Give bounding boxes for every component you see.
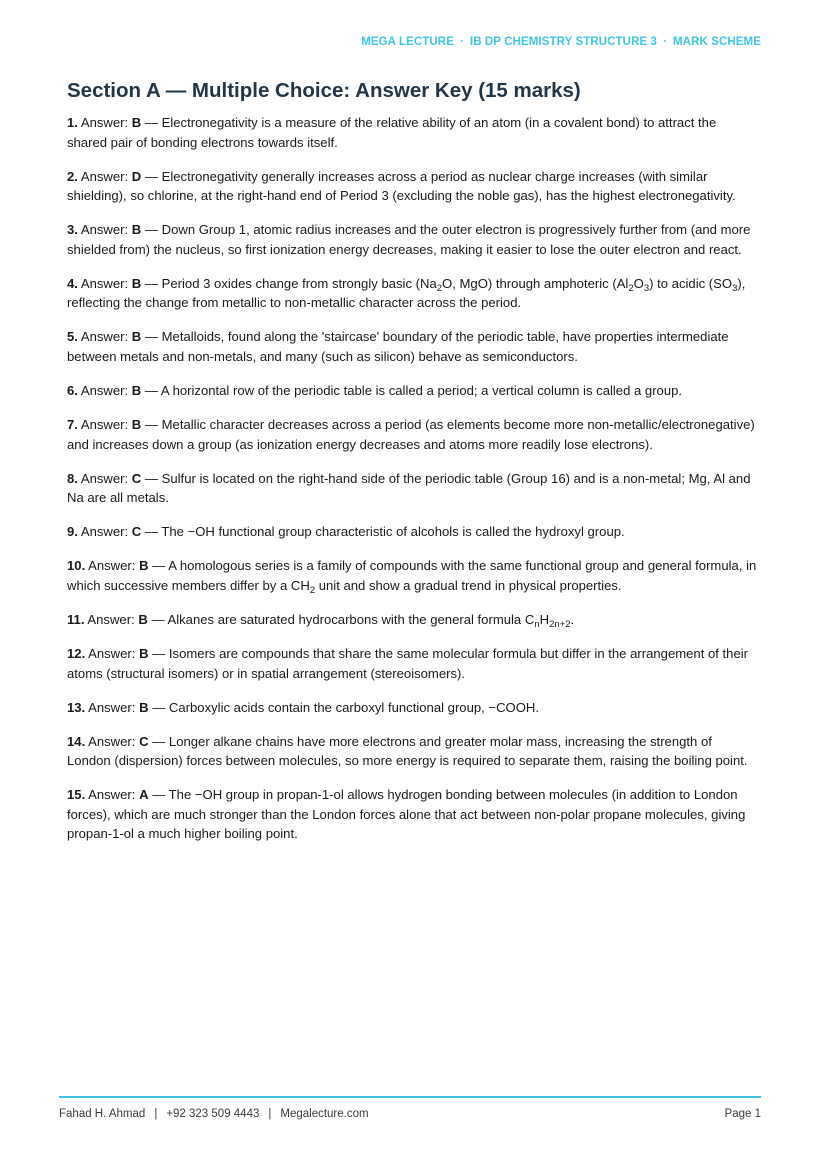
answer-label: Answer: [80,222,129,238]
answer-item [67,610,757,630]
answer-letter: D [131,168,142,184]
question-number: 15. [67,787,86,803]
answer-letter: B [131,382,142,398]
footer-separator: | [268,1108,272,1120]
answer-explanation: — Electronegativity generally increases across a period as nuclear charge increases (with similar shielding), so chlorine, at the right-hand end of Period 3 (excluding the noble gas), has the highest electronegativity. [67,168,736,204]
question-number: 2. [67,168,78,184]
answer-item [67,113,757,152]
question-number: 7. [67,417,78,433]
answer-item [67,415,757,454]
answer-list [67,113,757,858]
header-separator: · [663,36,667,48]
question-number: 1. [67,115,78,130]
answer-label: Answer: [88,558,136,574]
question-number: 12. [67,646,86,662]
answer-letter: C [131,470,142,486]
footer-website: Megalecture.com [280,1108,369,1120]
answer-label: Answer: [80,168,129,184]
running-header [361,36,761,48]
header-brand: MEGA LECTURE [361,36,454,48]
answer-letter: B [139,699,149,715]
footer-contact [59,1108,369,1120]
answer-explanation: — Down Group 1, atomic radius increases and the outer electron is progressively further from (and more shielded from) the nucleus, so first ionization energy decreases, making it easier to lose the outer electron and react. [67,222,751,257]
answer-explanation: — The −OH group in propan-1-ol allows hydrogen bonding between molecules (in addition to London forces), which are much stronger than the London forces alone that act between non-polar propane molecules, giving propan-1-ol a much higher boiling point. [67,787,746,842]
question-number: 10. [67,558,86,574]
answer-letter: B [131,275,142,291]
answer-item [67,274,757,313]
answer-letter: B [131,329,142,345]
answer-explanation: — Alkanes are saturated hydrocarbons with the general formula $C_nH_{2n+2}$. [151,611,575,630]
answer-explanation: — The −OH functional group characteristic of alcohols is called the hydroxyl group. [144,524,625,540]
answer-explanation: — Metallic character decreases across a period (as elements become more non-metallic/electronegative) and increases down a group (as ionization energy decreases and atoms more readily lose electrons). [67,417,755,452]
answer-explanation: — A homologous series is a family of compounds with the same functional group and general formula, in which successive members differ by a $CH_2$ unit and show a gradual trend in physical properties. [67,558,757,596]
answer-letter: B [131,115,142,130]
answer-item [67,556,757,595]
answer-explanation: — Metalloids, found along the 'staircase' boundary of the periodic table, have properties intermediate between metals and non-metals, and many (such as silicon) behave as semiconductors. [67,329,729,364]
answer-letter: B [139,558,149,574]
footer-phone: +92 323 509 4443 [166,1108,260,1120]
answer-letter: B [131,417,142,433]
answer-letter: B [131,222,142,238]
answer-item [67,698,757,718]
answer-item [67,732,757,771]
answer-item [67,220,757,259]
question-number: 9. [67,524,78,540]
answer-explanation: — Isomers are compounds that share the same molecular formula but differ in the arrangement of their atoms (structural isomers) or in spatial arrangement (stereoisomers). [67,646,749,681]
answer-letter: B [139,646,149,662]
answer-label: Answer: [88,699,136,715]
footer-separator: | [154,1108,158,1120]
question-number: 11. [67,611,85,627]
answer-explanation: — Carboxylic acids contain the carboxyl functional group, −COOH. [152,699,539,715]
question-number: 3. [67,222,78,238]
answer-label: Answer: [80,524,129,540]
question-number: 5. [67,329,78,345]
answer-label: Answer: [80,115,129,130]
answer-item [67,469,757,508]
answer-explanation: — Electronegativity is a measure of the relative ability of an atom (in a covalent bond) to attract the shared pair of bonding electrons towards itself. [67,115,717,150]
answer-item [67,644,757,683]
answer-label: Answer: [88,787,136,803]
answer-letter: A [139,787,149,803]
answer-letter: C [139,733,149,749]
answer-explanation: — Longer alkane chains have more electrons and greater molar mass, increasing the strength of London (dispersion) forces between molecules, so more energy is required to separate them, raising the boiling point. [67,733,748,769]
question-number: 8. [67,470,78,486]
question-number: 4. [67,275,78,291]
footer-author: Fahad H. Ahmad [59,1108,146,1120]
answer-label: Answer: [88,733,136,749]
question-number: 14. [67,733,86,749]
answer-letter: C [131,524,142,540]
section-title: Section A — Multiple Choice: Answer Key (15 marks) [67,79,581,102]
answer-item [67,522,757,542]
answer-label: Answer: [87,611,135,627]
header-course: IB DP CHEMISTRY STRUCTURE 3 [469,36,658,48]
footer-divider [59,1096,761,1098]
answer-label: Answer: [80,382,129,398]
header-doc-type: MARK SCHEME [673,36,761,48]
answer-label: Answer: [80,329,129,345]
answer-explanation: — Period 3 oxides change from strongly basic ($Na_2O$, MgO) through amphoteric $(Al_2O_3)$ to acidic $(SO_3)$, reflecting the change from metallic to non-metallic character across the period. [67,275,746,311]
answer-label: Answer: [80,470,129,486]
answer-explanation: — A horizontal row of the periodic table is called a period; a vertical column is called a group. [144,382,683,398]
answer-item [67,167,757,206]
header-separator: · [459,36,464,48]
answer-item [67,327,757,366]
answer-label: Answer: [80,275,129,291]
answer-item [67,785,757,844]
answer-label: Answer: [80,417,129,433]
question-number: 13. [67,699,86,715]
question-number: 6. [67,382,78,398]
page-number: Page 1 [724,1108,761,1120]
answer-label: Answer: [88,646,136,662]
answer-item [67,381,757,401]
answer-explanation: — Sulfur is located on the right-hand side of the periodic table (Group 16) and is a non-metal; Mg, Al and Na are all metals. [67,470,751,506]
answer-letter: B [138,611,148,627]
